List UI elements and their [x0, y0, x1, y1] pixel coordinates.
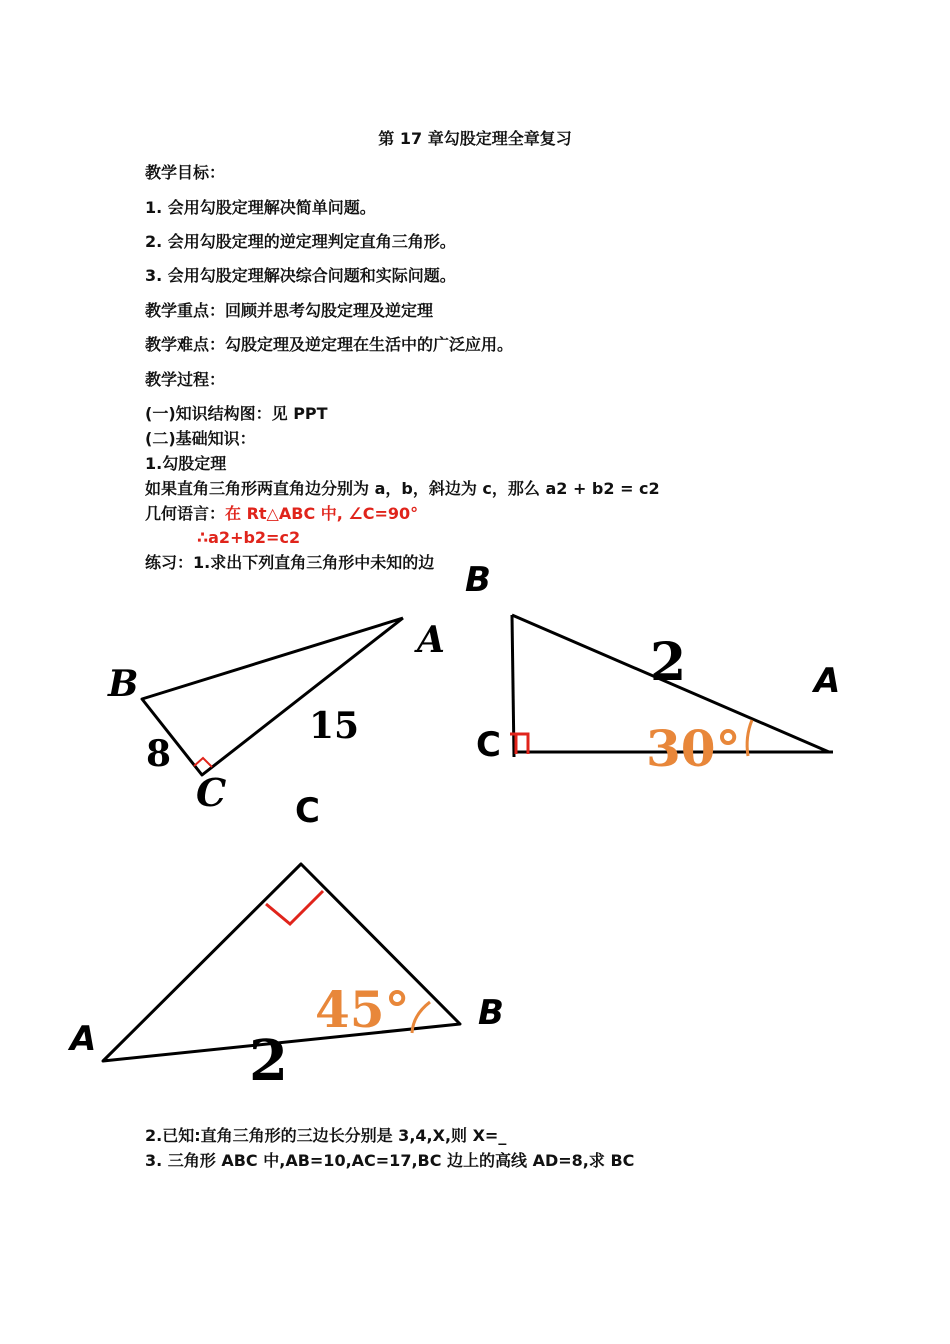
goal-item: 2. 会用勾股定理的逆定理判定直角三角形。 — [145, 232, 456, 251]
fig2-vertex-a: A — [814, 661, 841, 701]
section-basics: (二)基础知识： — [145, 429, 256, 448]
right-angle-mark-3 — [266, 891, 323, 924]
fig1-vertex-b: B — [108, 663, 139, 705]
fig3-vertex-c: C — [295, 791, 320, 831]
goal-item: 3. 会用勾股定理解决综合问题和实际问题。 — [145, 266, 456, 285]
fig3-vertex-b: B — [478, 993, 504, 1033]
section-knowledge-map: (一)知识结构图：见 PPT — [145, 404, 328, 423]
fig3-angle-label: 45° — [315, 980, 410, 1039]
fig1-side-ac: 15 — [309, 705, 360, 747]
geometry-condition: 在 Rt△ABC 中, ∠C=90° — [225, 504, 419, 523]
triangle-figure-2 — [465, 560, 840, 778]
fig1-side-bc: 8 — [146, 733, 172, 775]
fig1-vertex-c: C — [196, 770, 227, 815]
geometry-result: ∴a2+b2=c2 — [197, 528, 301, 547]
goal-item: 1. 会用勾股定理解决简单问题。 — [145, 198, 376, 217]
theorem-title: 1.勾股定理 — [145, 454, 227, 473]
question-3: 3. 三角形 ABC 中,AB=10,AC=17,BC 边上的高线 AD=8,求 BC — [145, 1151, 635, 1170]
fig2-side-ab-label: 2 — [650, 632, 687, 693]
fig2-angle-label: 30° — [646, 719, 741, 778]
key-point: 教学重点：回顾并思考勾股定理及逆定理 — [145, 301, 434, 320]
triangle-1-outline — [142, 618, 403, 775]
page-title: 第 17 章勾股定理全章复习 — [378, 129, 572, 148]
triangle-figure-3 — [67, 791, 504, 1094]
goals-heading: 教学目标： — [145, 163, 226, 182]
fig1-vertex-a: A — [417, 619, 445, 661]
exercise-intro: 练习：1.求出下列直角三角形中未知的边 — [145, 553, 435, 572]
geometry-label: 几何语言： — [145, 504, 226, 523]
theorem-text: 如果直角三角形两直角边分别为 a，b，斜边为 c，那么 a2 + b2 = c2 — [145, 479, 660, 498]
right-angle-mark-1 — [194, 758, 212, 767]
fig2-side-bc — [512, 615, 514, 757]
triangle-figure-1 — [107, 618, 445, 815]
fig3-vertex-a: A — [70, 1019, 97, 1059]
fig2-vertex-c: C — [476, 725, 501, 765]
process-heading: 教学过程： — [145, 370, 226, 389]
difficulty: 教学难点：勾股定理及逆定理在生活中的广泛应用。 — [145, 335, 514, 354]
question-2: 2.已知:直角三角形的三边长分别是 3,4,X,则 X=_ — [145, 1126, 507, 1145]
fig3-side-ab-label: 2 — [249, 1028, 288, 1094]
fig2-vertex-b: B — [465, 560, 491, 600]
